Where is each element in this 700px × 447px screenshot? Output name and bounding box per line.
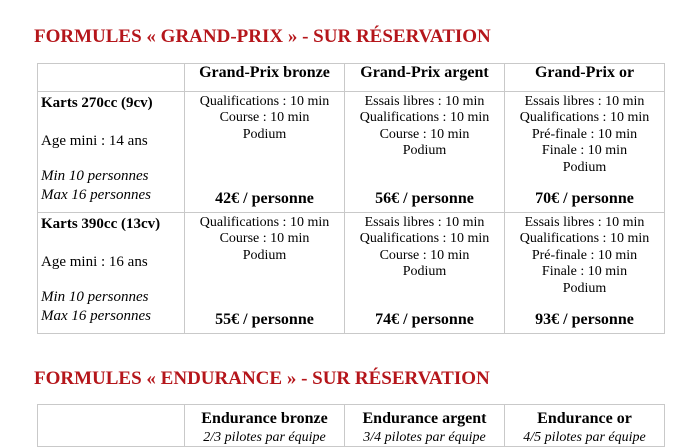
column-header-endurance-bronze	[185, 405, 345, 447]
offer-line: Course : 10 min	[219, 231, 310, 247]
kart-min-people: Min 10 personnes	[41, 289, 149, 305]
offer-cell-or	[505, 92, 665, 213]
offer-line: Podium	[402, 143, 447, 159]
column-title: Endurance bronze	[201, 410, 328, 427]
column-header-bronze: Grand-Prix bronze	[185, 64, 345, 92]
offer-details	[185, 94, 344, 143]
offer-line: Podium	[242, 126, 287, 142]
offer-details	[505, 215, 664, 297]
offer-line: Podium	[562, 280, 607, 296]
offer-line: Course : 10 min	[379, 126, 470, 142]
offer-details	[185, 215, 344, 264]
grand-prix-heading: FORMULES « GRAND-PRIX » - SUR RÉSERVATION	[34, 26, 491, 47]
offer-details	[505, 94, 664, 176]
offer-line: Essais libres : 10 min	[364, 94, 485, 109]
offer-line: Essais libres : 10 min	[524, 94, 645, 109]
offer-price: 93€ / personne	[535, 311, 634, 328]
offer-line: Finale : 10 min	[541, 143, 628, 159]
kart-min-age: Age mini : 14 ans	[41, 133, 148, 149]
offer-line: Course : 10 min	[219, 110, 310, 126]
kart-min-people: Min 10 personnes	[41, 168, 149, 184]
offer-price: 42€ / personne	[215, 190, 314, 207]
offer-line: Qualifications : 10 min	[359, 231, 490, 247]
kart-max-people: Max 16 personnes	[41, 308, 151, 324]
table-header-row	[38, 405, 665, 447]
offer-cell-bronze	[185, 213, 345, 334]
table-row	[38, 92, 665, 213]
offer-line: Finale : 10 min	[541, 264, 628, 280]
empty-header-cell	[38, 405, 185, 447]
kart-min-age: Age mini : 16 ans	[41, 254, 148, 270]
offer-details	[345, 215, 504, 281]
offer-line: Qualifications : 10 min	[519, 231, 650, 247]
offer-line: Podium	[242, 247, 287, 263]
kart-max-people: Max 16 personnes	[41, 187, 151, 203]
offer-cell-or	[505, 213, 665, 334]
offer-cell-argent	[345, 213, 505, 334]
column-title: Endurance or	[537, 410, 632, 427]
table-row	[38, 213, 665, 334]
column-title: Endurance argent	[362, 410, 487, 427]
column-subtitle: 3/4 pilotes par équipe	[363, 430, 486, 445]
column-header-or: Grand-Prix or	[505, 64, 665, 92]
offer-line: Pré-finale : 10 min	[531, 126, 638, 142]
grand-prix-table	[37, 63, 665, 334]
offer-price: 74€ / personne	[375, 311, 474, 328]
endurance-heading: FORMULES « ENDURANCE » - SUR RÉSERVATION	[34, 368, 490, 389]
offer-line: Qualifications : 10 min	[199, 215, 330, 230]
column-header-endurance-or	[505, 405, 665, 447]
column-header-endurance-argent	[345, 405, 505, 447]
column-subtitle: 4/5 pilotes par équipe	[523, 430, 646, 445]
offer-line: Pré-finale : 10 min	[531, 247, 638, 263]
kart-name: Karts 390cc (13cv)	[41, 216, 161, 232]
offer-cell-bronze	[185, 92, 345, 213]
offer-line: Podium	[402, 264, 447, 280]
offer-price: 55€ / personne	[215, 311, 314, 328]
empty-header-cell	[38, 64, 185, 92]
offer-line: Qualifications : 10 min	[359, 110, 490, 126]
offer-price: 56€ / personne	[375, 190, 474, 207]
offer-details	[345, 94, 504, 160]
kart-info-cell	[38, 213, 185, 334]
offer-line: Qualifications : 10 min	[519, 110, 650, 126]
offer-line: Qualifications : 10 min	[199, 94, 330, 109]
kart-name: Karts 270cc (9cv)	[41, 95, 153, 111]
offer-line: Essais libres : 10 min	[524, 215, 645, 230]
offer-line: Podium	[562, 159, 607, 175]
offer-cell-argent	[345, 92, 505, 213]
column-header-argent: Grand-Prix argent	[345, 64, 505, 92]
column-subtitle: 2/3 pilotes par équipe	[203, 430, 326, 445]
kart-info-cell	[38, 92, 185, 213]
offer-line: Course : 10 min	[379, 247, 470, 263]
table-header-row	[38, 64, 665, 92]
offer-price: 70€ / personne	[535, 190, 634, 207]
offer-line: Essais libres : 10 min	[364, 215, 485, 230]
